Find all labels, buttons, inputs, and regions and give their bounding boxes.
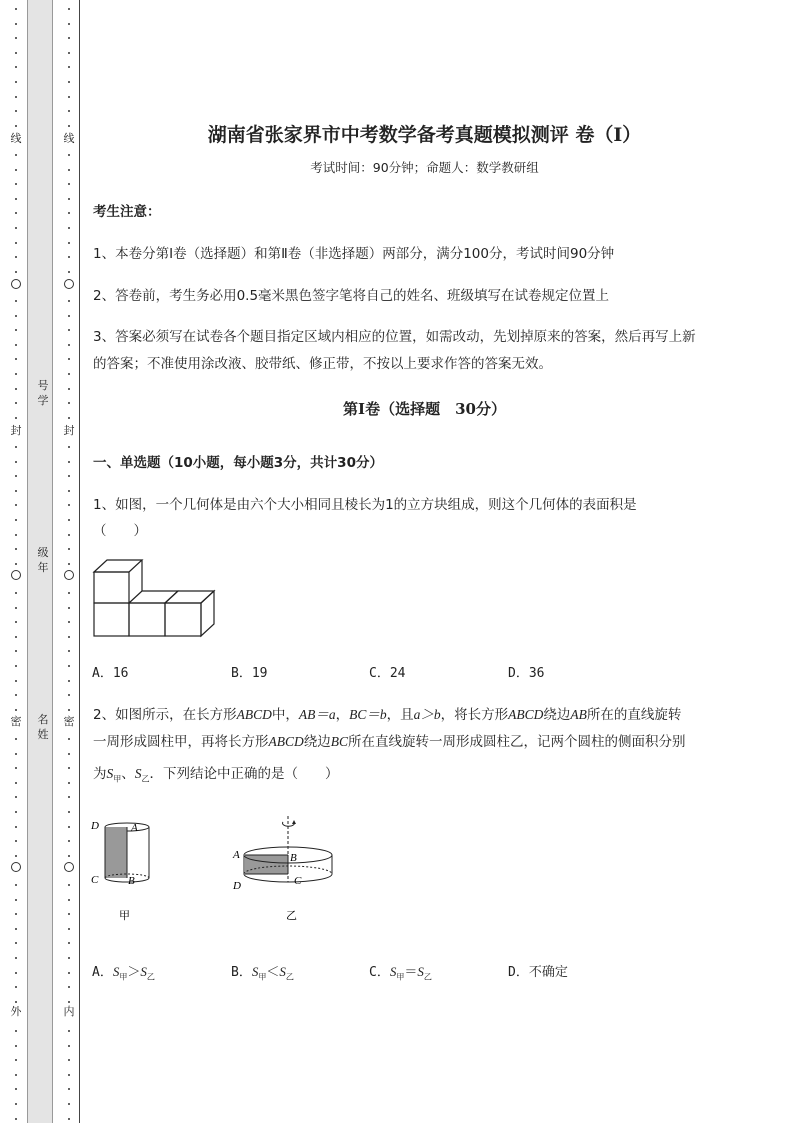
binding-dot [15, 373, 17, 375]
notice-heading: 考生注意： [93, 204, 161, 220]
notice-item-1: 1、本卷分第Ⅰ卷（选择题）和第Ⅱ卷（非选择题）两部分，满分100分，考试时间90分钟 [93, 246, 615, 262]
binding-dot [15, 738, 17, 740]
binding-dot [68, 942, 70, 944]
binding-dot [15, 796, 17, 798]
binding-dot [68, 66, 70, 68]
binding-dot [15, 519, 17, 521]
outer-mark-xian: 线 [10, 132, 22, 145]
binding-dot [15, 475, 17, 477]
binding-dot [15, 826, 17, 828]
binding-dot [68, 972, 70, 974]
binding-dot [68, 1030, 70, 1032]
binding-dot [15, 490, 17, 492]
binding-dot [15, 8, 17, 10]
binding-dot [15, 1001, 17, 1003]
fig-yi-caption: 乙 [286, 909, 297, 922]
binding-dot [68, 183, 70, 185]
binding-dot [68, 548, 70, 550]
binding-dot [68, 855, 70, 857]
fig-jia-label-a: A [131, 822, 138, 834]
binding-dot [68, 242, 70, 244]
binding-dot [68, 37, 70, 39]
fig-jia-label-b: B [128, 875, 135, 887]
binding-dot [68, 650, 70, 652]
binding-dot [68, 23, 70, 25]
binding-dot [68, 358, 70, 360]
fig-jia-label-d: D [91, 820, 99, 832]
binding-dot [15, 1088, 17, 1090]
page-title: 湖南省张家界市中考数学备考真题模拟测评 卷（Ⅰ） [207, 124, 642, 146]
binding-dot [68, 344, 70, 346]
binding-dot [15, 1118, 17, 1120]
binding-dot [15, 942, 17, 944]
binding-dot [68, 329, 70, 331]
inner-mark-mi: 密 [63, 715, 75, 728]
binding-dot [68, 388, 70, 390]
outer-mark-wai: 外 [10, 1005, 22, 1018]
q2-option-a[interactable]: A．$S_甲>S_乙$ [92, 964, 155, 982]
binding-dot [68, 81, 70, 83]
binding-dot [68, 534, 70, 536]
binding-dot [15, 694, 17, 696]
section-heading: 一、单选题（10小题，每小题3分，共计30分） [93, 455, 383, 471]
notice-item-2: 2、答卷前，考生务必用0.5毫米黑色签字笔将自己的姓名、班级填写在试卷规定位置上 [93, 288, 610, 304]
q2-stem-line3: 为$S_甲$、$S_乙$．下列结论中正确的是（ ） [93, 766, 339, 784]
binding-dot [15, 855, 17, 857]
binding-dot [15, 1074, 17, 1076]
outer-circle [11, 862, 21, 872]
fig-yi-label-a: A [233, 849, 240, 861]
binding-dot [15, 315, 17, 317]
binding-dot [15, 665, 17, 667]
binding-dot [15, 271, 17, 273]
binding-dot [68, 767, 70, 769]
binding-dot [15, 212, 17, 214]
q2-option-c[interactable]: C．$S_甲=S_乙$ [369, 964, 432, 982]
q2-stem-line1: 2、如图所示，在长方形ABCD中，AB＝a，BC＝b，且a＞b，将长方形ABCD绕边AB所在的直线旋转 [93, 707, 682, 723]
inner-mark-xian: 线 [63, 132, 75, 145]
binding-dot [68, 461, 70, 463]
inner-circle [64, 279, 74, 289]
binding-dot [15, 913, 17, 915]
q1-option-a[interactable]: A．16 [92, 666, 129, 681]
q1-cube-figure [90, 559, 232, 641]
binding-dot [68, 212, 70, 214]
q2-figure-jia [88, 812, 158, 924]
binding-dot [68, 563, 70, 565]
binding-dot [15, 928, 17, 930]
binding-dot [68, 96, 70, 98]
binding-dot [15, 709, 17, 711]
q2-option-d[interactable]: D．不确定 [508, 965, 568, 980]
binding-dot [68, 490, 70, 492]
binding-dot [68, 913, 70, 915]
binding-dot [68, 475, 70, 477]
q2-stem-line2: 一周形成圆柱甲，再将长方形ABCD绕边BC所在直线旋转一周形成圆柱乙，记两个圆柱的侧面积分别 [93, 734, 686, 750]
binding-dot [68, 811, 70, 813]
binding-dot [15, 636, 17, 638]
binding-dot [15, 300, 17, 302]
binding-dot [68, 840, 70, 842]
binding-dot [15, 1059, 17, 1061]
fig-yi-label-c: C [294, 875, 302, 887]
binding-dot [68, 884, 70, 886]
binding-dot [15, 154, 17, 156]
binding-dot [68, 52, 70, 54]
binding-dot [15, 548, 17, 550]
binding-dot [15, 446, 17, 448]
binding-dot [68, 607, 70, 609]
binding-dot [68, 986, 70, 988]
fig-yi-label-d: D [233, 880, 241, 892]
binding-dot [15, 227, 17, 229]
binding-dot [15, 110, 17, 112]
binding-dot [68, 1059, 70, 1061]
binding-dot [68, 621, 70, 623]
field-label-name: 名姓 [37, 713, 49, 741]
binding-dot [68, 504, 70, 506]
binding-dot [68, 636, 70, 638]
binding-dot [15, 592, 17, 594]
binding-dot [15, 66, 17, 68]
binding-dot [68, 256, 70, 258]
binding-dot [15, 563, 17, 565]
inner-mark-nei: 内 [63, 1005, 75, 1018]
binding-dot [15, 607, 17, 609]
binding-dot [15, 1030, 17, 1032]
field-label-class: 级年 [37, 546, 49, 574]
q1-option-c[interactable]: C．24 [369, 666, 406, 681]
binding-dot [15, 782, 17, 784]
binding-dot [15, 242, 17, 244]
binding-dot [68, 1088, 70, 1090]
binding-dot [68, 198, 70, 200]
inner-mark-feng: 封 [63, 424, 75, 437]
binding-dot [15, 329, 17, 331]
binding-dot [15, 96, 17, 98]
q1-stem-line1: 1、如图，一个几何体是由六个大小相同且棱长为1的立方块组成，则这个几何体的表面积是 [93, 497, 637, 513]
binding-dot [68, 680, 70, 682]
binding-dot [68, 300, 70, 302]
binding-dot [15, 650, 17, 652]
binding-dot [15, 899, 17, 901]
binding-dot [68, 227, 70, 229]
binding-dot [68, 738, 70, 740]
binding-dot [68, 709, 70, 711]
binding-dot [15, 504, 17, 506]
q1-option-d[interactable]: D．36 [508, 666, 545, 681]
binding-dot [15, 534, 17, 536]
binding-dot [15, 753, 17, 755]
binding-dot [15, 621, 17, 623]
fig-jia-caption: 甲 [119, 909, 130, 922]
binding-dot [15, 461, 17, 463]
binding-dot [68, 796, 70, 798]
field-label-student-id: 号学 [37, 379, 49, 407]
binding-dot [15, 972, 17, 974]
binding-dot [68, 1045, 70, 1047]
binding-dot [68, 271, 70, 273]
binding-dot [15, 198, 17, 200]
q2-option-b[interactable]: B．$S_甲<S_乙$ [231, 964, 294, 982]
inner-circle [64, 570, 74, 580]
binding-dot [15, 344, 17, 346]
binding-dot [68, 8, 70, 10]
binding-dot [15, 37, 17, 39]
binding-dot [68, 826, 70, 828]
binding-dot [15, 388, 17, 390]
binding-dot [15, 183, 17, 185]
binding-dot [68, 1074, 70, 1076]
binding-dot [15, 23, 17, 25]
fig-jia-label-c: C [91, 874, 99, 886]
binding-dot [68, 899, 70, 901]
binding-dot [68, 665, 70, 667]
binding-dot [15, 680, 17, 682]
binding-dot [15, 986, 17, 988]
binding-dot [15, 1045, 17, 1047]
binding-dot [68, 1001, 70, 1003]
binding-dot [68, 110, 70, 112]
binding-dot [68, 957, 70, 959]
inner-circle [64, 862, 74, 872]
binding-dot [68, 694, 70, 696]
outer-circle [11, 570, 21, 580]
binding-dot [15, 884, 17, 886]
q1-option-b[interactable]: B．19 [231, 666, 268, 681]
binding-dot [15, 52, 17, 54]
notice-item-3-line1: 3、答案必须写在试卷各个题目指定区域内相应的位置，如需改动，先划掉原来的答案，然后再写上新 [93, 329, 696, 345]
binding-dot [68, 373, 70, 375]
outer-circle [11, 279, 21, 289]
binding-dot [15, 840, 17, 842]
binding-dot [68, 928, 70, 930]
binding-dot [68, 782, 70, 784]
q1-stem-line2: （ ） [93, 523, 147, 539]
fig-yi-label-b: B [290, 852, 297, 864]
q2-figure-yi [228, 812, 348, 924]
binding-dot [15, 767, 17, 769]
binding-dot [68, 753, 70, 755]
binding-dot [15, 957, 17, 959]
notice-item-3-line2: 的答案；不准使用涂改液、胶带纸、修正带，不按以上要求作答的答案无效。 [93, 356, 552, 372]
binding-dot [15, 81, 17, 83]
binding-dot [68, 592, 70, 594]
outer-mark-feng: 封 [10, 424, 22, 437]
binding-dot [68, 154, 70, 156]
binding-dot [68, 446, 70, 448]
binding-dot [15, 811, 17, 813]
binding-dot [68, 315, 70, 317]
binding-dot [15, 1103, 17, 1105]
binding-dot [15, 358, 17, 360]
outer-mark-mi: 密 [10, 715, 22, 728]
binding-dot [68, 519, 70, 521]
binding-dot [68, 1103, 70, 1105]
exam-info: 考试时间：90分钟；命题人：数学教研组 [310, 160, 539, 175]
part1-title: 第Ⅰ卷（选择题 30分） [343, 400, 506, 418]
binding-dot [68, 1118, 70, 1120]
binding-dot [15, 256, 17, 258]
